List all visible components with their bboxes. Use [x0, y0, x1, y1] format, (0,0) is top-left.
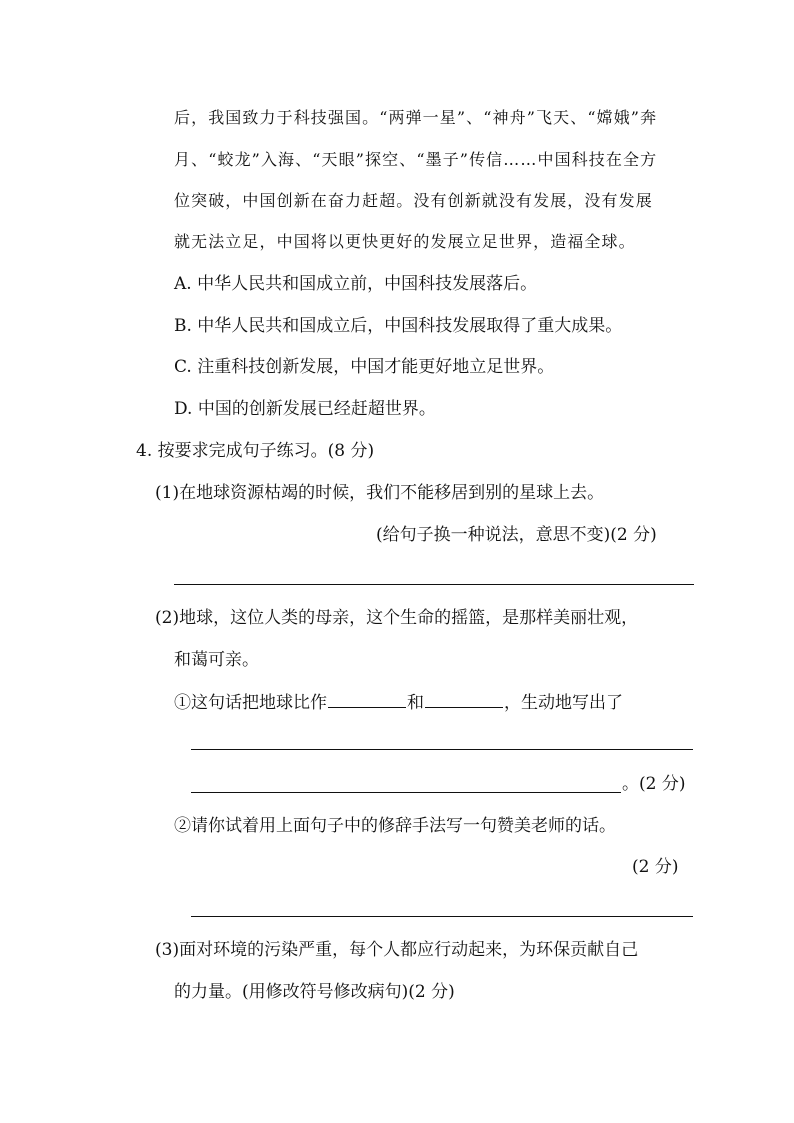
- answer-line-1[interactable]: [174, 584, 694, 585]
- passage-line-1: 后，我国致力于科技强国。“两弹一星”、“神舟”飞天、“嫦娥”奔: [174, 108, 658, 127]
- passage-line-4: 就无法立足，中国将以更快更好的发展立足世界，造福全球。: [174, 232, 636, 251]
- passage-line-3: 位突破，中国创新在奋力赶超。没有创新就没有发展，没有发展: [174, 191, 653, 210]
- q4-sub2-part2: ②请你试着用上面句子中的修辞手法写一句赞美老师的话。: [174, 816, 616, 836]
- answer-line-2[interactable]: [191, 749, 693, 750]
- part1-text-c: ，生动地写出了: [504, 693, 623, 713]
- blank-1[interactable]: [328, 691, 406, 708]
- q4-sub2-part1: [174, 691, 623, 713]
- q4-sub2-line2: 和蔼可亲。: [174, 650, 259, 670]
- part1-text-a: ①这句话把地球比作: [174, 693, 327, 713]
- q4-sub1-text: (1)在地球资源枯竭的时候，我们不能移居到别的星球上去。: [155, 483, 605, 503]
- q4-sub1-note: (给句子换一种说法，意思不变)(2 分): [376, 525, 657, 545]
- q4-sub2-part2-score: (2 分): [632, 857, 679, 877]
- option-d: D. 中国的创新发展已经赶超世界。: [174, 399, 436, 419]
- part1-text-b: 和: [407, 693, 424, 713]
- q4-sub2-part1-end: 。(2 分): [622, 774, 686, 794]
- option-c: C. 注重科技创新发展，中国才能更好地立足世界。: [174, 357, 555, 377]
- q4-sub3-line2: 的力量。(用修改符号修改病句)(2 分): [174, 982, 455, 1002]
- question-4-title: 4. 按要求完成句子练习。(8 分): [136, 441, 375, 461]
- answer-line-3[interactable]: [191, 792, 621, 793]
- answer-line-4[interactable]: [191, 916, 693, 917]
- q4-sub2-line1: (2)地球，这位人类的母亲，这个生命的摇篮，是那样美丽壮观，: [155, 608, 639, 628]
- option-b: B. 中华人民共和国成立后，中国科技发展取得了重大成果。: [174, 316, 623, 336]
- blank-2[interactable]: [425, 691, 503, 708]
- passage-line-2: 月、“蛟龙”入海、“天眼”探空、“墨子”传信……中国科技在全方: [174, 150, 658, 169]
- q4-sub3-line1: (3)面对环境的污染严重，每个人都应行动起来，为环保贡献自己: [155, 940, 639, 960]
- option-a: A. 中华人民共和国成立前，中国科技发展落后。: [174, 274, 538, 294]
